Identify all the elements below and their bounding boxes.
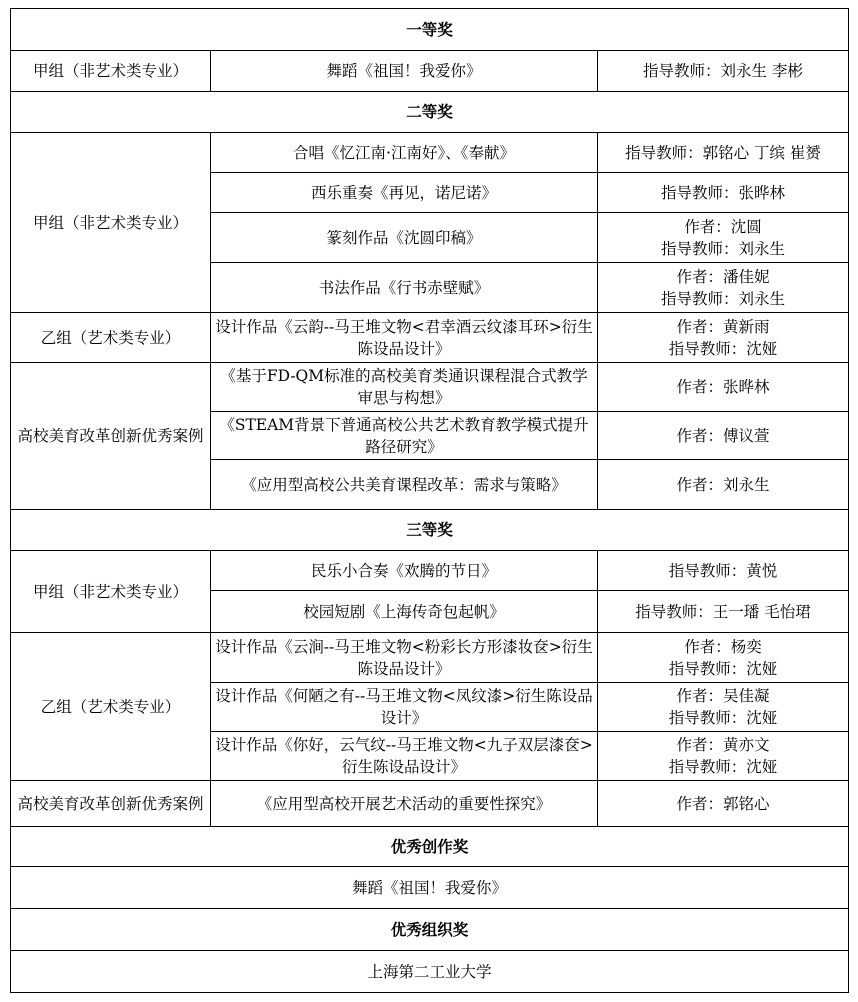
group-name: 乙组（艺术类专业） <box>11 313 211 363</box>
work-title: 民乐小合奏《欢腾的节日》 <box>211 551 598 591</box>
table-row <box>11 363 849 412</box>
credit-line: 作者：黄亦文 <box>676 736 770 754</box>
work-title: 篆刻作品《沈圆印稿》 <box>211 213 598 263</box>
work-title: 设计作品《何陋之有--马王堆文物<凤纹漆>衍生陈设品设计》 <box>211 683 598 732</box>
credit-line: 作者：张晔林 <box>676 378 770 396</box>
group-name: 乙组（艺术类专业） <box>11 633 211 781</box>
section-header-row <box>11 827 849 867</box>
credits-cell <box>598 412 849 460</box>
group-name: 高校美育改革创新优秀案例 <box>11 781 211 827</box>
work-title: 《基于FD-QM标准的高校美育类通识课程混合式教学审思与构想》 <box>211 363 598 412</box>
award-level-title: 二等奖 <box>11 92 849 133</box>
work-title: 《应用型高校开展艺术活动的重要性探究》 <box>211 781 598 827</box>
credits-cell <box>598 173 849 213</box>
credits-cell <box>598 460 849 510</box>
work-title: 舞蹈《祖国！我爱你》 <box>211 51 598 92</box>
credits-cell <box>598 591 849 633</box>
table-row <box>11 551 849 591</box>
credit-line: 作者：黄新雨 <box>676 317 770 336</box>
work-title: 西乐重奏《再见，诺尼诺》 <box>211 173 598 213</box>
credits-cell <box>598 363 849 412</box>
group-name: 甲组（非艺术类专业） <box>11 51 211 92</box>
award-level-title: 优秀组织奖 <box>11 909 849 951</box>
credit-line: 作者：吴佳凝 <box>676 687 770 705</box>
credit-line: 作者：沈圆 <box>684 217 762 236</box>
credits-cell <box>598 781 849 827</box>
credit-line: 指导教师：沈娅 <box>668 709 778 727</box>
award-level-title: 一等奖 <box>11 9 849 51</box>
credit-line: 指导教师：张晔林 <box>661 183 786 202</box>
work-title: 《STEAM背景下普通高校公共艺术教育教学模式提升路径研究》 <box>211 412 598 460</box>
table-row <box>11 133 849 173</box>
group-name: 高校美育改革创新优秀案例 <box>11 363 211 510</box>
table-row <box>11 313 849 363</box>
credit-line: 作者：傅议萱 <box>676 426 770 445</box>
credits-cell <box>598 263 849 313</box>
credit-line: 作者：刘永生 <box>676 475 770 494</box>
work-title: 设计作品《云涧--马王堆文物<粉彩长方形漆妆奁>衍生陈设品设计》 <box>211 633 598 683</box>
table-row <box>11 867 849 909</box>
credit-line: 指导教师：沈娅 <box>668 758 778 776</box>
table-row <box>11 51 849 92</box>
credit-line: 作者：潘佳妮 <box>676 267 770 286</box>
credits-cell <box>598 133 849 173</box>
table-row <box>11 633 849 683</box>
work-title: 《应用型高校公共美育课程改革：需求与策略》 <box>211 460 598 510</box>
credit-line: 指导教师：沈娅 <box>668 339 778 358</box>
section-header-row <box>11 510 849 551</box>
work-title: 设计作品《云韵--马王堆文物<君幸酒云纹漆耳环>衍生陈设品设计》 <box>211 313 598 363</box>
table-row <box>11 781 849 827</box>
award-level-title: 三等奖 <box>11 510 849 551</box>
credits-cell <box>598 313 849 363</box>
work-title: 合唱《忆江南·江南好》、《奉献》 <box>211 133 598 173</box>
credit-line: 作者：郭铭心 <box>676 794 770 813</box>
credits-cell <box>598 51 849 92</box>
credits-cell <box>598 551 849 591</box>
credit-line: 指导教师：沈娅 <box>668 659 778 678</box>
credit-line: 指导教师：刘永生 <box>661 239 786 258</box>
work-title: 书法作品《行书赤壁赋》 <box>211 263 598 313</box>
award-content: 上海第二工业大学 <box>11 951 849 993</box>
credits-cell <box>598 683 849 732</box>
work-title: 校园短剧《上海传奇包起帆》 <box>211 591 598 633</box>
credit-line: 指导教师：郭铭心 丁缤 崔赟 <box>625 143 821 162</box>
section-header-row <box>11 909 849 951</box>
credits-cell <box>598 732 849 781</box>
credit-line: 指导教师：黄悦 <box>668 561 778 580</box>
group-name: 甲组（非艺术类专业） <box>11 133 211 313</box>
table-row <box>11 951 849 993</box>
award-table <box>10 8 849 993</box>
group-name: 甲组（非艺术类专业） <box>11 551 211 633</box>
work-title: 设计作品《你好，云气纹--马王堆文物<九子双层漆奁>衍生陈设品设计》 <box>211 732 598 781</box>
credit-line: 指导教师：王一璠 毛怡珺 <box>635 602 811 621</box>
credit-line: 指导教师：刘永生 <box>661 289 786 308</box>
credits-cell <box>598 213 849 263</box>
credit-line: 作者：杨奕 <box>684 637 762 656</box>
award-content: 舞蹈《祖国！我爱你》 <box>11 867 849 909</box>
credit-line: 指导教师：刘永生 李彬 <box>643 62 803 80</box>
award-level-title: 优秀创作奖 <box>11 827 849 867</box>
section-header-row <box>11 9 849 51</box>
credits-cell <box>598 633 849 683</box>
section-header-row <box>11 92 849 133</box>
